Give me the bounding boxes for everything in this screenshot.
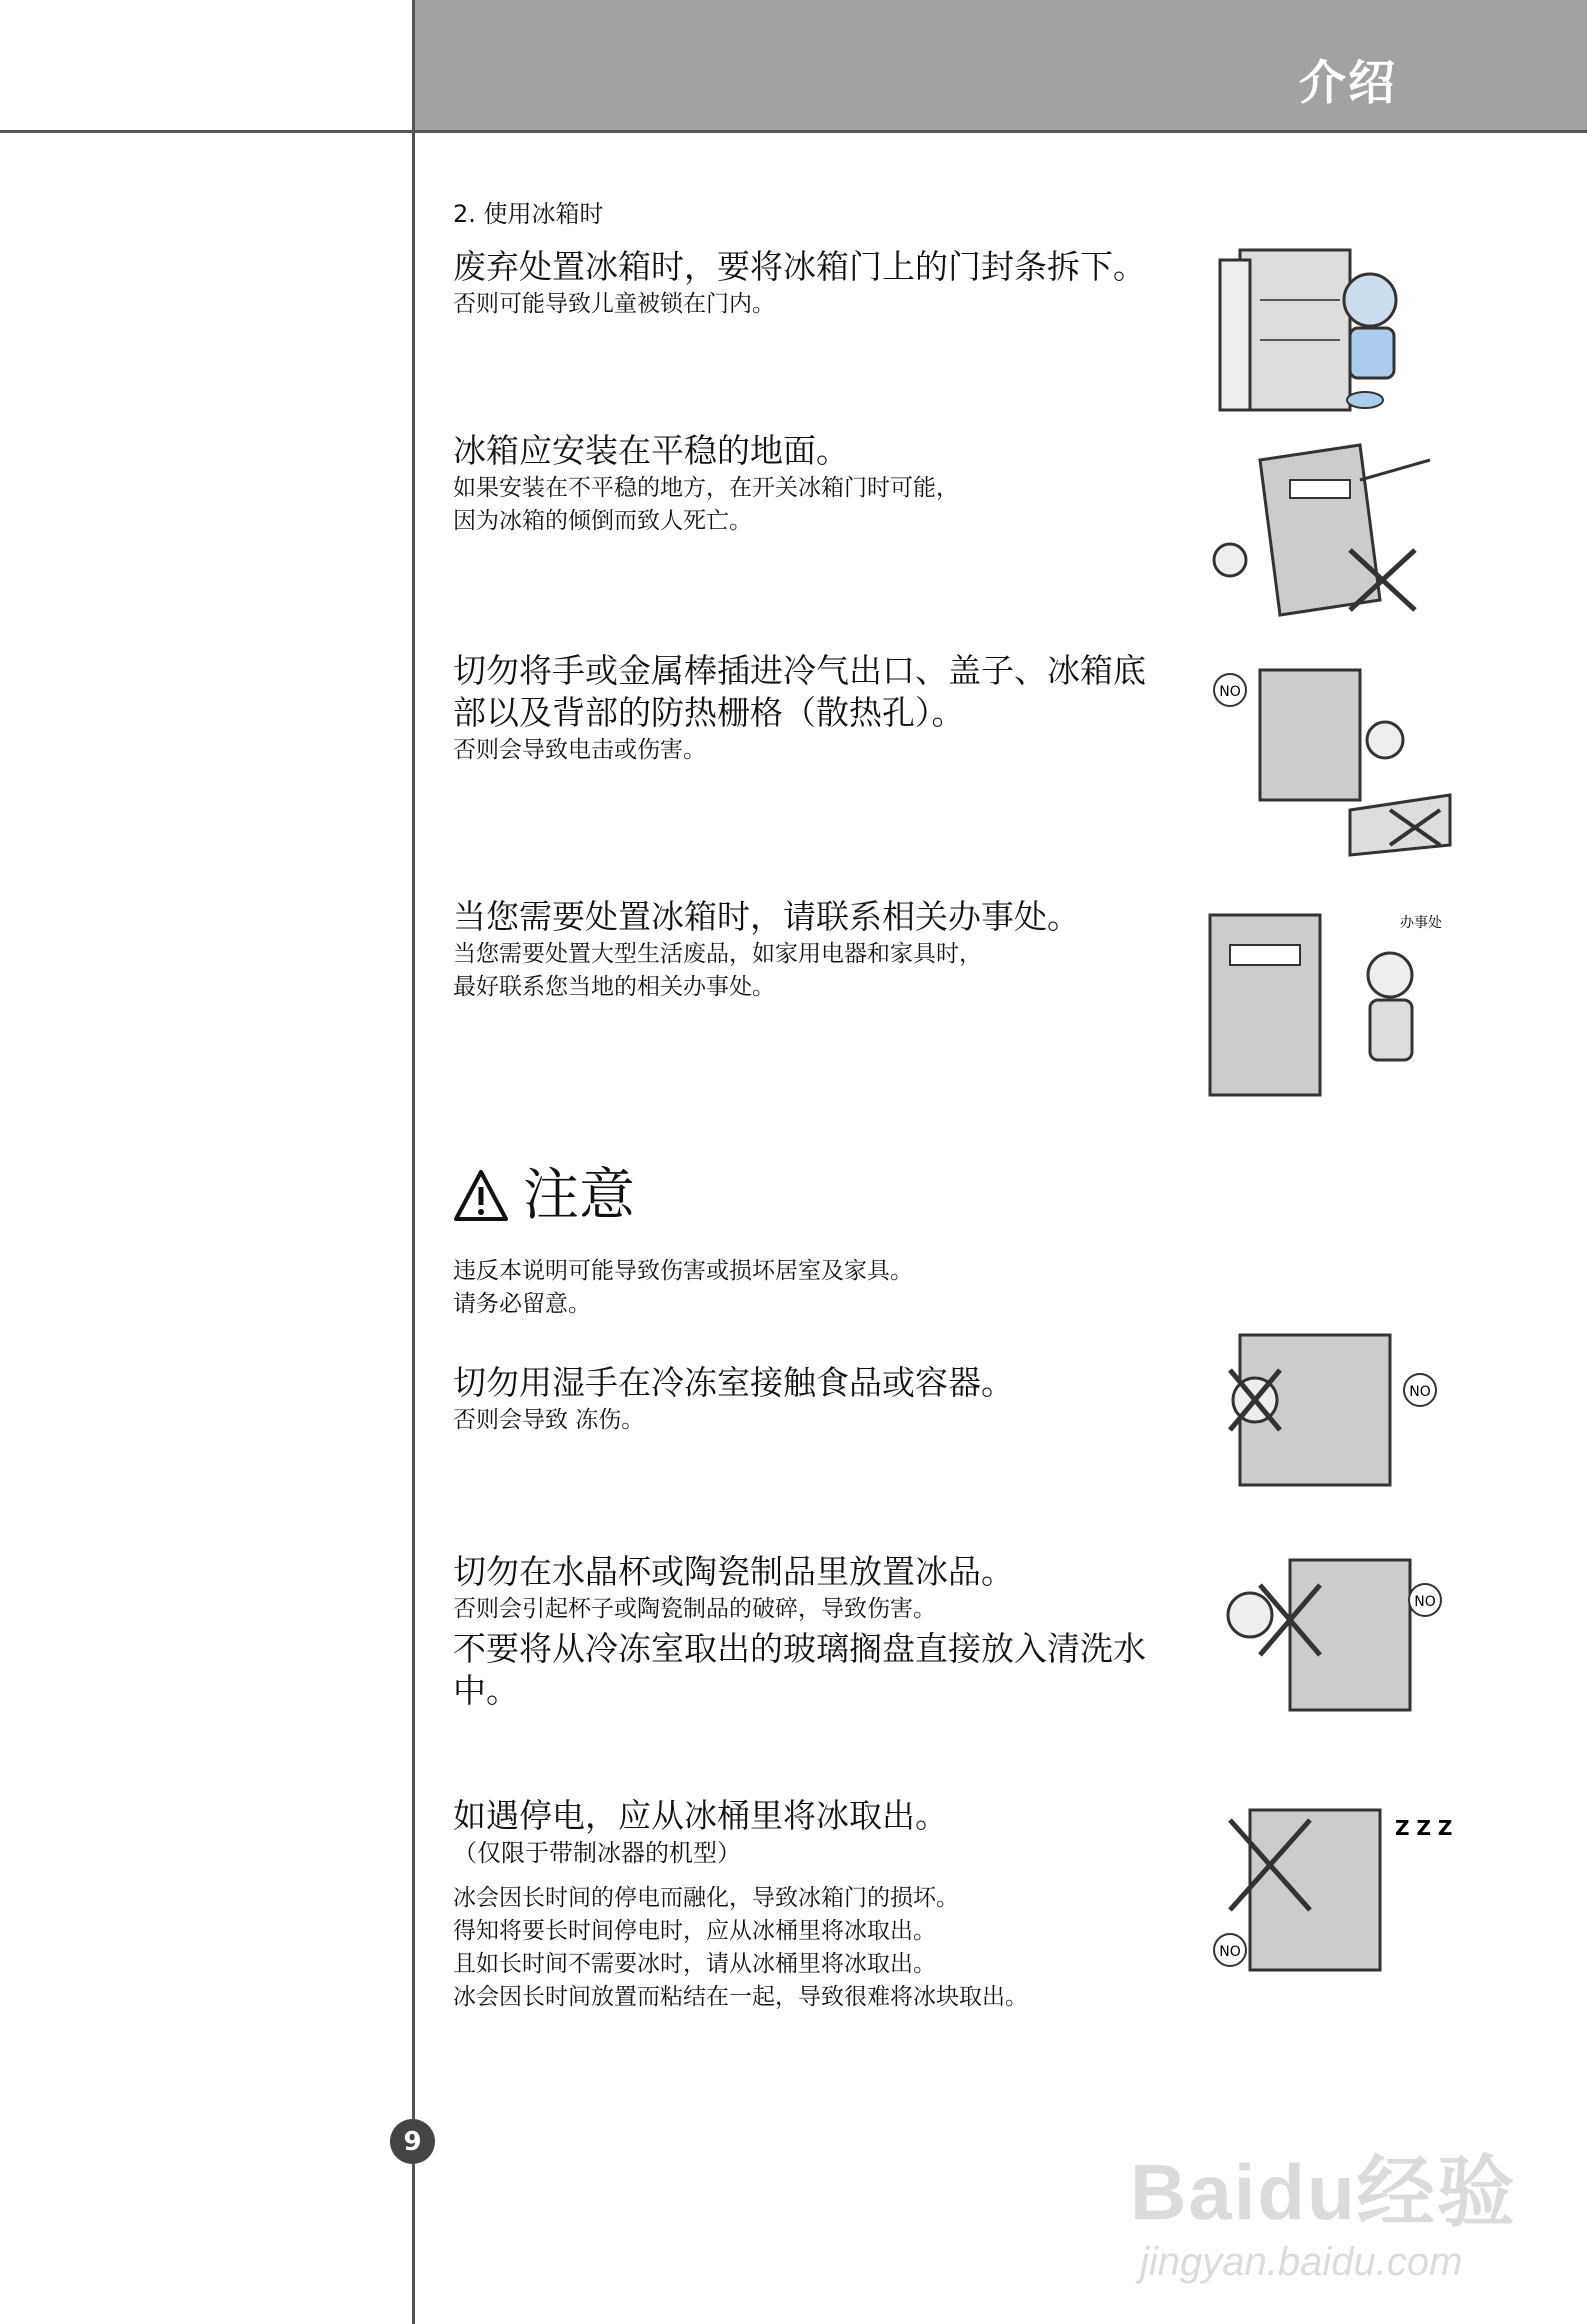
item-body: 当您需要处置大型生活废品，如家用电器和家具时， [453, 941, 982, 967]
item-heading: 当您需要处置冰箱时，请联系相关办事处。 [453, 897, 1080, 936]
page-number: 9 [390, 2119, 435, 2164]
illustration-hand-in-vent [1200, 660, 1460, 860]
item-heading: 切勿用湿手在冷冻室接触食品或容器。 [453, 1363, 1014, 1402]
caution-item-wet-hands [453, 1362, 1173, 1437]
item-body: 得知将要长时间停电时，应从冰桶里将冰取出。 [453, 1918, 936, 1944]
item-heading: 切勿将手或金属棒插进冷气出口、盖子、冰箱底部以及背部的防热栅格（散热孔）。 [453, 651, 1146, 732]
caution-title-text: 注意 [523, 1163, 635, 1228]
watermark-url: jingyan.baidu.com [1140, 2240, 1463, 2284]
warning-item-stable-floor [453, 430, 1173, 538]
office-sign-text: 办事处 [1400, 915, 1442, 931]
item-body: 否则会导致 冻伤。 [453, 1407, 645, 1433]
item-heading: 废弃处置冰箱时，要将冰箱门上的门封条拆下。 [453, 247, 1146, 286]
header-divider [0, 130, 1587, 133]
item-heading: 切勿在水晶杯或陶瓷制品里放置冰品。 [453, 1552, 1014, 1591]
margin-divider [412, 0, 415, 2324]
item-body: 否则会导致电击或伤害。 [453, 737, 706, 763]
item-heading: 如遇停电，应从冰桶里将冰取出。 [453, 1796, 948, 1835]
header-bar [414, 0, 1587, 130]
no-sign-text: NO [1219, 684, 1241, 700]
item-body: 且如长时间不需要冰时，请从冰桶里将冰取出。 [453, 1951, 936, 1977]
caution-intro [453, 1255, 1173, 1321]
no-sign-text: NO [1219, 1944, 1241, 1960]
caution-item-crystal-glass [453, 1551, 1173, 1712]
item-body: 如果安装在不平稳的地方，在开关冰箱门时可能， [453, 475, 959, 501]
watermark-brand: Baidu经验 [1130, 2148, 1517, 2236]
warning-triangle-icon [453, 1169, 509, 1223]
warning-item-disposal-office [453, 896, 1173, 1004]
illustration-tipping-fridge [1200, 440, 1460, 620]
warning-item-door-seal [453, 246, 1173, 321]
warning-item-no-hands-in-vents [453, 650, 1173, 767]
item-body: 冰会因长时间的停电而融化，导致冰箱门的损坏。 [453, 1885, 959, 1911]
no-sign-text: NO [1409, 1384, 1431, 1400]
page-title: 介绍 [1299, 56, 1397, 111]
illustration-crystal-glass [1200, 1555, 1460, 1715]
item-heading: 冰箱应安装在平稳的地面。 [453, 431, 849, 470]
illustration-disposal-office [1200, 905, 1460, 1105]
no-sign-text: NO [1414, 1594, 1436, 1610]
sleep-zzz-text: Z Z Z [1395, 1816, 1453, 1840]
item-body: 否则会引起杯子或陶瓷制品的破碎，导致伤害。 [453, 1596, 936, 1622]
item-body: 最好联系您当地的相关办事处。 [453, 974, 775, 1000]
illustration-child-in-fridge [1200, 240, 1460, 420]
illustration-wet-hands [1200, 1330, 1460, 1500]
caution-item-power-outage [453, 1795, 1213, 2014]
watermark [1120, 2090, 1520, 2310]
caution-intro-line: 违反本说明可能导致伤害或损坏居室及家具。 [453, 1258, 913, 1284]
item-body: 冰会因长时间放置而粘结在一起，导致很难将冰块取出。 [453, 1984, 1028, 2010]
item-body: 因为冰箱的倾倒而致人死亡。 [453, 508, 752, 534]
illustration-power-outage [1200, 1800, 1460, 1980]
item-heading-secondary: 不要将从冷冻室取出的玻璃搁盘直接放入清洗水中。 [453, 1629, 1146, 1710]
caution-title [453, 1164, 635, 1228]
item-subheading: （仅限于带制冰器的机型） [453, 1839, 741, 1867]
item-body: 否则可能导致儿童被锁在门内。 [453, 291, 775, 317]
section-label: 2. 使用冰箱时 [453, 200, 604, 228]
caution-intro-line: 请务必留意。 [453, 1291, 591, 1317]
